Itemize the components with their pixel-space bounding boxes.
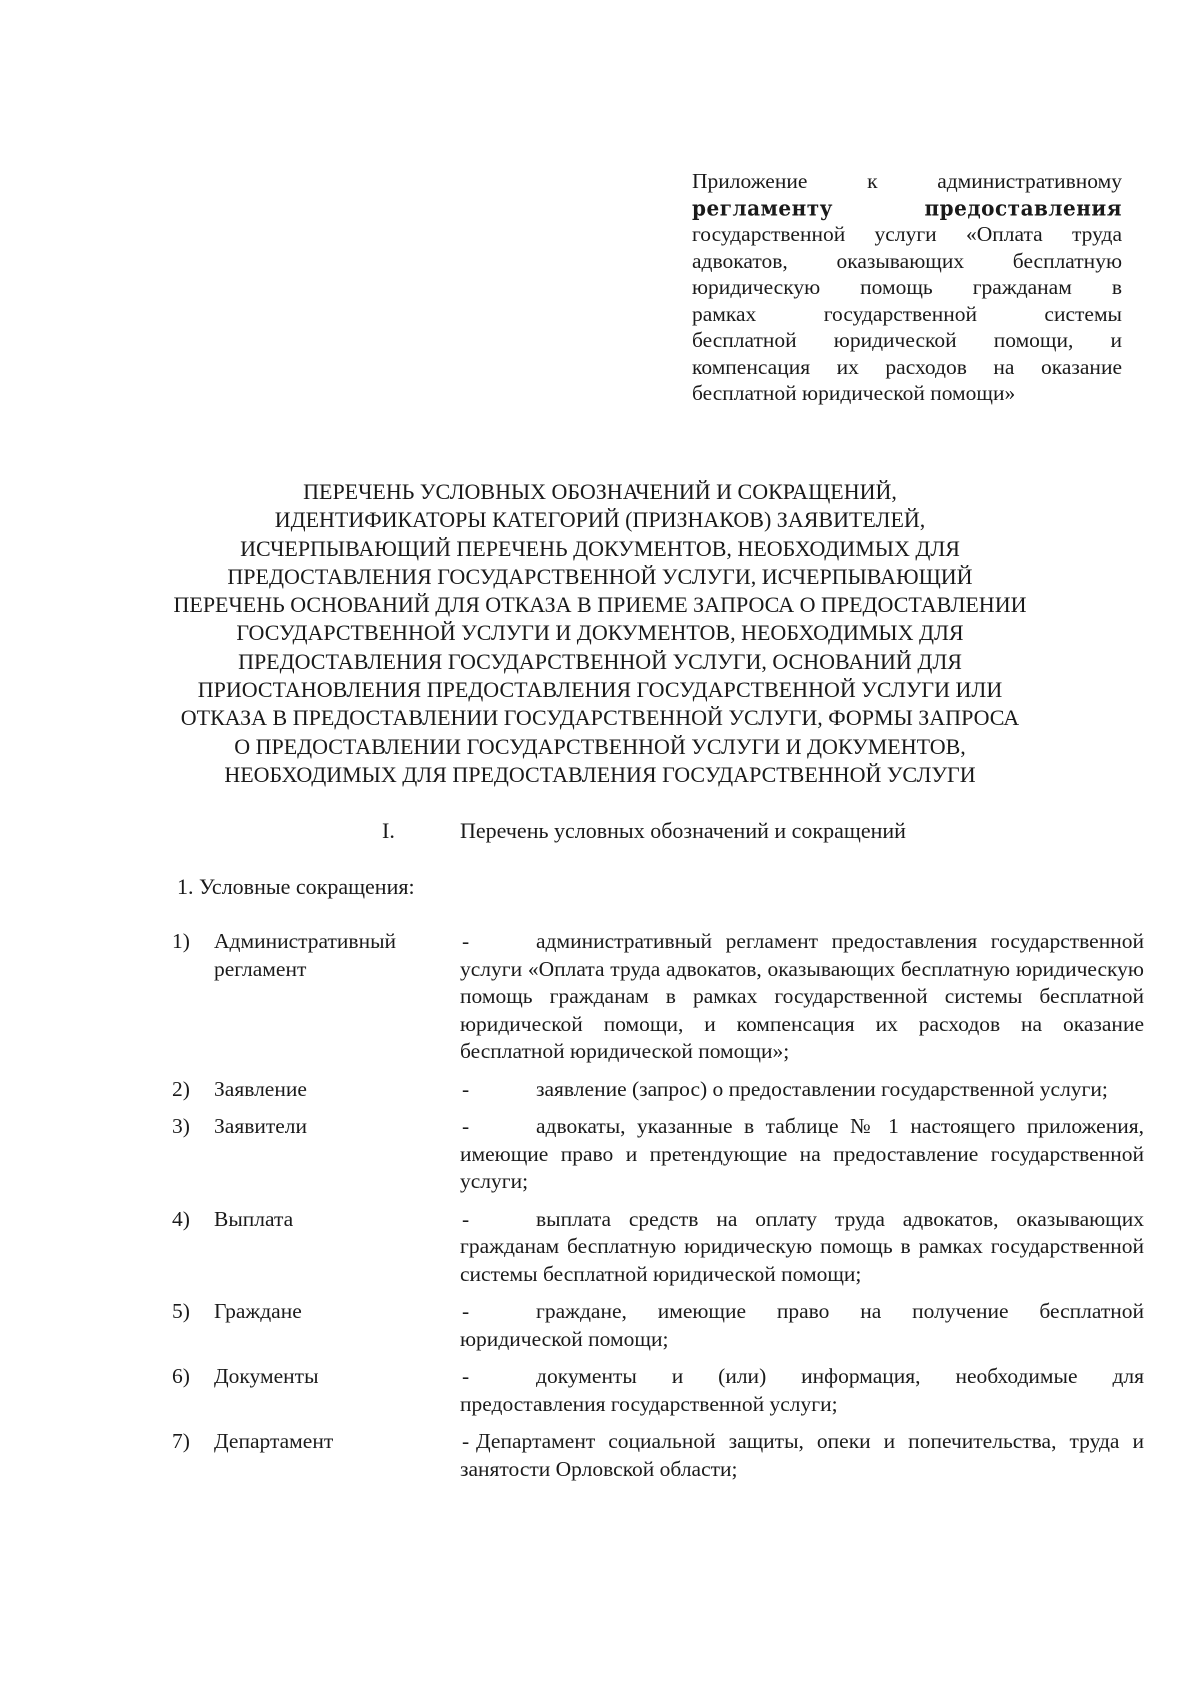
definition-dash: - [462, 1364, 470, 1388]
definition-term: Выплата [214, 1206, 294, 1231]
definition-number: 4) [172, 1206, 190, 1231]
definition-text [460, 1298, 1144, 1353]
definition-body: документы и (или) информация, необходимые для предоставления государственной услуги; [460, 1364, 1144, 1416]
definition-dash: - [462, 1076, 470, 1101]
definition-term: Граждане [214, 1299, 302, 1323]
appendix-line: государственной услуги «Оплата труда [692, 222, 1122, 246]
appendix-line: рамках государственной системы [692, 301, 1122, 326]
heading-line: ГОСУДАРСТВЕННОЙ УСЛУГИ И ДОКУМЕНТОВ, НЕОБХОДИМЫХ ДЛЯ [236, 620, 964, 646]
definition-number: 1) [172, 929, 190, 953]
definition-body: адвокаты, указанные в таблице № 1 настоящего приложения, имеющие право и претендующие на предоставление государственной услуги; [460, 1114, 1144, 1193]
definition-dash: - [462, 929, 470, 953]
definition-dash: - [462, 1206, 470, 1231]
definition-dash: - [462, 1299, 470, 1323]
definition-number: 2) [172, 1076, 190, 1101]
definition-term: Документы [214, 1364, 319, 1388]
heading-line: ПЕРЕЧЕНЬ ОСНОВАНИЙ ДЛЯ ОТКАЗА В ПРИЕМЕ ЗАПРОСА О ПРЕДОСТАВЛЕНИИ [173, 592, 1027, 618]
definition-body: Департамент социальной защиты, опеки и попечительства, труда и занятости Орловской области; [460, 1429, 1144, 1481]
definition-text [460, 1428, 1144, 1483]
definition-row [172, 1206, 1144, 1289]
definition-text [460, 928, 1144, 1066]
definition-term: Заявители [214, 1114, 308, 1138]
section-number: I. [382, 818, 395, 843]
definition-row [172, 1428, 1144, 1483]
definition-text [460, 1076, 1144, 1104]
definition-text [460, 1113, 1144, 1196]
definition-text [460, 1206, 1144, 1289]
section-title [382, 817, 906, 845]
definition-body: административный регламент предоставления государственной услуги «Оплата труда адвокатов, оказывающих бесплатную юридическую помощь гражданам в рамках государственной системы бесплатной юридической помощи, и компенсация их расходов на оказание бесплатной юридической помощи»; [460, 929, 1144, 1063]
definition-term: Департамент [214, 1429, 334, 1453]
definition-dash: - [462, 1114, 470, 1138]
appendix-line: адвокатов, оказывающих бесплатную [692, 248, 1122, 273]
heading-line: ПРИОСТАНОВЛЕНИЯ ПРЕДОСТАВЛЕНИЯ ГОСУДАРСТВЕННОЙ УСЛУГИ ИЛИ [197, 677, 1003, 703]
definition-text [460, 1363, 1144, 1418]
definition-dash: - [462, 1429, 470, 1453]
definition-row [172, 1076, 1144, 1104]
definition-row [172, 1113, 1144, 1196]
definition-body: граждане, имеющие право на получение бесплатной юридической помощи; [460, 1299, 1144, 1351]
definition-row [172, 1298, 1144, 1353]
definition-number: 7) [172, 1429, 190, 1453]
heading-line: НЕОБХОДИМЫХ ДЛЯ ПРЕДОСТАВЛЕНИЯ ГОСУДАРСТВЕННОЙ УСЛУГИ [224, 761, 976, 787]
appendix-line: бесплатной юридической помощи» [692, 381, 1016, 405]
subheading: 1. Условные сокращения: [177, 874, 415, 899]
definition-term: Заявление [214, 1076, 307, 1101]
definition-row [172, 1363, 1144, 1418]
heading-line: ПРЕДОСТАВЛЕНИЯ ГОСУДАРСТВЕННОЙ УСЛУГИ, ИСЧЕРПЫВАЮЩИЙ [227, 563, 973, 589]
appendix-line: Приложение к административному [692, 169, 1122, 193]
definition-number: 6) [172, 1364, 190, 1388]
definition-number: 3) [172, 1114, 190, 1138]
definition-term: Административный регламент [214, 929, 397, 981]
appendix-line: регламенту предоставления [692, 194, 1122, 221]
definition-number: 5) [172, 1299, 190, 1323]
definition-body: заявление (запрос) о предоставлении государственной услуги; [536, 1076, 1108, 1101]
appendix-line: бесплатной юридической помощи, и [692, 328, 1122, 352]
heading-line: ОТКАЗА В ПРЕДОСТАВЛЕНИИ ГОСУДАРСТВЕННОЙ УСЛУГИ, ФОРМЫ ЗАПРОСА [180, 705, 1020, 731]
definition-body: выплата средств на оплату труда адвокатов, оказывающих гражданам бесплатную юридическую помощь в рамках государственной системы бесплатной юридической помощи; [460, 1206, 1144, 1286]
definitions-list [172, 928, 1144, 1483]
heading-line: ПРЕДОСТАВЛЕНИЯ ГОСУДАРСТВЕННОЙ УСЛУГИ, ОСНОВАНИЙ ДЛЯ [238, 648, 962, 674]
heading-line: ПЕРЕЧЕНЬ УСЛОВНЫХ ОБОЗНАЧЕНИЙ И СОКРАЩЕНИЙ, [303, 479, 897, 504]
heading-line: О ПРЕДОСТАВЛЕНИИ ГОСУДАРСТВЕННОЙ УСЛУГИ И ДОКУМЕНТОВ, [234, 733, 966, 759]
appendix-line: компенсация их расходов на оказание [692, 354, 1122, 379]
heading-line: ИДЕНТИФИКАТОРЫ КАТЕГОРИЙ (ПРИЗНАКОВ) ЗАЯВИТЕЛЕЙ, [274, 507, 926, 533]
heading-line: ИСЧЕРПЫВАЮЩИЙ ПЕРЕЧЕНЬ ДОКУМЕНТОВ, НЕОБХОДИМЫХ ДЛЯ [240, 535, 960, 561]
appendix-note [692, 168, 1122, 407]
definition-row [172, 928, 1144, 1066]
document-heading [150, 478, 1050, 789]
section-title-text: Перечень условных обозначений и сокращений [460, 818, 906, 843]
appendix-line: юридическую помощь гражданам в [692, 275, 1122, 299]
